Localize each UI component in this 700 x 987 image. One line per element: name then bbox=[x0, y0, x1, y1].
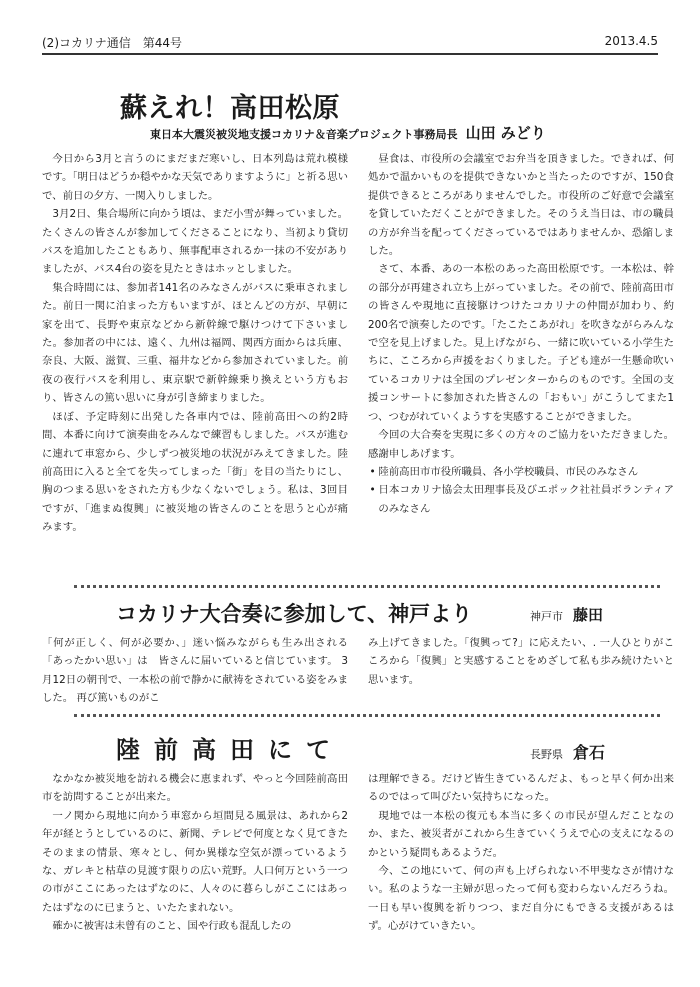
article2-title: コカリナ大合奏に参加して、神戸より bbox=[116, 602, 473, 626]
article1-byline-org: 東日本大震災被災地支援コカリナ＆音楽プロジェクト事務局長 bbox=[150, 128, 458, 141]
article3-paragraph: なかなか被災地を訪れる機会に恵まれず、やっと今回陸前高田市を訪問することが出来た。 bbox=[42, 773, 348, 804]
article1-paragraph: 3月2日、集合場所に向かう頃は、まだ小雪が舞っていました。たくさんの皆さんが参加してくださることになり、当初より貸切バスを追加したこともあり、無事配車されるか一抹の不安がありましたが、バス4台の姿を見たときはホッとしました。 bbox=[42, 208, 348, 276]
article2-paragraph: 「何が正しく、何が必要か、」迷い悩みながらも生み出される「あったかい思い」は 皆さんに届いていると信じています。 3月12日の朝刊で、一本松の前で静かに献祷をされている姿をみました。 再び篤いものがこ bbox=[42, 637, 348, 705]
article3-title: 陸前高田にて bbox=[116, 736, 344, 764]
article1-paragraph: 集合時間には、参加者141名のみなさんがバスに乗車されました。前日一関に泊まった方もいますが、ほとんどの方が、早朝に家を出て、長野や東京などから新幹線で駆けつけて下さいました。参加者の中には、遠く、九州は福岡、関西方面からは兵庫、奈良、大阪、滋賀、三重、福井などから参加されていました。前夜の夜行バスを利用し、東京駅で新幹線乗り換えという方もおり、皆さんの篤い思いに身が引き締まりました。 bbox=[42, 281, 348, 405]
article3-left-column bbox=[42, 770, 348, 936]
article3-paragraph: は理解できる。だけど皆生きているんだよ、もっと早く何か出来るのではって叫びたい気持ちになった。 bbox=[368, 773, 674, 804]
thanks-list-item: • 日本コカリナ協会太田理事長及びエポック社社員ボランティアのみなさん bbox=[368, 481, 674, 518]
article1-paragraph: 今回の大合奏を実現に多くの方々のご協力をいただきました。感謝申しあげます。 bbox=[368, 429, 674, 460]
article2-right-column bbox=[368, 634, 674, 689]
article1-paragraph: 今日から3月と言うのにまだまだ寒いし、日本列島は荒れ模様です。「明日はどうか穏やかな天気でありますように」と祈る思いで、前日の夕方、一関入りしました。 bbox=[42, 153, 348, 202]
dotted-divider bbox=[74, 714, 660, 717]
article1-right-column bbox=[368, 150, 674, 518]
article1-paragraph: 昼食は、市役所の会議室でお弁当を頂きました。できれば、何処かで温かいものを提供できないかと当たったのですが、150食提供できるところがありませんでした。市役所のご好意で会議室を貸していただくことができました。そのうえ当日は、市の職員の方が弁当を配ってくださっているではありませんか、恐縮しました。 bbox=[368, 153, 674, 258]
article3-byline bbox=[530, 740, 605, 763]
article3-paragraph: 今、この地にいて、何の声も上げられない不甲斐なさが情けない。私のような一主婦が思ったって何も変わらないんだろうね。一日も早い復興を祈りつつ、まだ自分にもできる支援があるはず。心がけていきたい。 bbox=[368, 865, 674, 933]
header-rule bbox=[42, 53, 658, 55]
issue-date: 2013.4.5 bbox=[604, 34, 658, 48]
article2-paragraph: み上げてきました。「復興って?」に応えたい、. 一人ひとりがこころから「復興」と実感することをめざして私も歩み続けたいと思います。 bbox=[368, 637, 674, 686]
article3-byline-place: 長野県 bbox=[530, 748, 563, 761]
page-header bbox=[42, 34, 658, 52]
article3-byline-name: 倉石 bbox=[573, 743, 606, 762]
article1-title: 蘇えれ！高田松原 bbox=[120, 93, 340, 124]
issue-label: (2)コカリナ通信 第44号 bbox=[42, 36, 183, 50]
article1-byline bbox=[150, 122, 546, 143]
article3-paragraph: 現地では一本松の復元も本当に多くの市民が望んだことなのか、また、被災者がこれから生きていくうえで心の支えになるのかという疑問もあるようだ。 bbox=[368, 809, 674, 859]
article3-right-column bbox=[368, 770, 674, 936]
article1-byline-name: 山田 みどり bbox=[465, 124, 546, 142]
article3-paragraph: 確かに被害は未曾有のこと、国や行政も混乱したの bbox=[52, 920, 292, 933]
article1-paragraph: ほぼ、予定時刻に出発した各車内では、陸前高田への約2時間、本番に向けて演奏曲をみんなで練習もしました。バスが進むに連れて車窓から、少しずつ被災地の状況がみえてきました。陸前高田に入ると全てを失ってしまった「街」を目の当たりにし、胸のつまる思いをされた方も少なくないでしょう。私は、3回目ですが、「進まぬ復興」に被災地の皆さんのことを思うと心が痛みます。 bbox=[42, 410, 348, 534]
article1-paragraph: さて、本番、あの一本松のあった高田松原です。一本松は、幹の部分が再建され立ち上がっていました。その前で、陸前高田市の皆さんや現地に直接駆けつけたコカリナの仲間が加わり、約200名で演奏したのです。「たこたこあがれ」を吹きながらみんなで空を見上げました。見上げながら、一緒に吹いている小学生たちに、こころから声援をおくりました。子ども達が一生懸命吹いているコカリナは全国のプレゼンターからのものです。全国の支援コンサートに参加された皆さんの「おもい」がこうしてまた1つ、つむがれていくようすを実感することができました。 bbox=[368, 263, 674, 423]
dotted-divider bbox=[74, 585, 660, 588]
article2-byline bbox=[530, 604, 603, 625]
article2-byline-name: 藤田 bbox=[573, 606, 604, 624]
article2-byline-place: 神戸市 bbox=[530, 610, 563, 623]
article3-paragraph: 一ノ関から現地に向かう車窓から垣間見る風景は、あれから2年が経とうとしているのに、新聞、テレビで何度となく見てきたそのままの情景、寒々とし、何か異様な空気が漂っているような、ガレキと枯草の見渡す限りの広い荒野。人口何万という一つの市がここにあったはずなのに、人々のに暮らしがここにはあったはずなのに已まうと、いたたまれない。 bbox=[42, 809, 348, 914]
article1-left-column bbox=[42, 150, 348, 537]
thanks-list-item: • 陸前高田市市役所職員、各小学校職員、市民のみなさん bbox=[368, 463, 674, 481]
article2-left-column bbox=[42, 634, 348, 708]
